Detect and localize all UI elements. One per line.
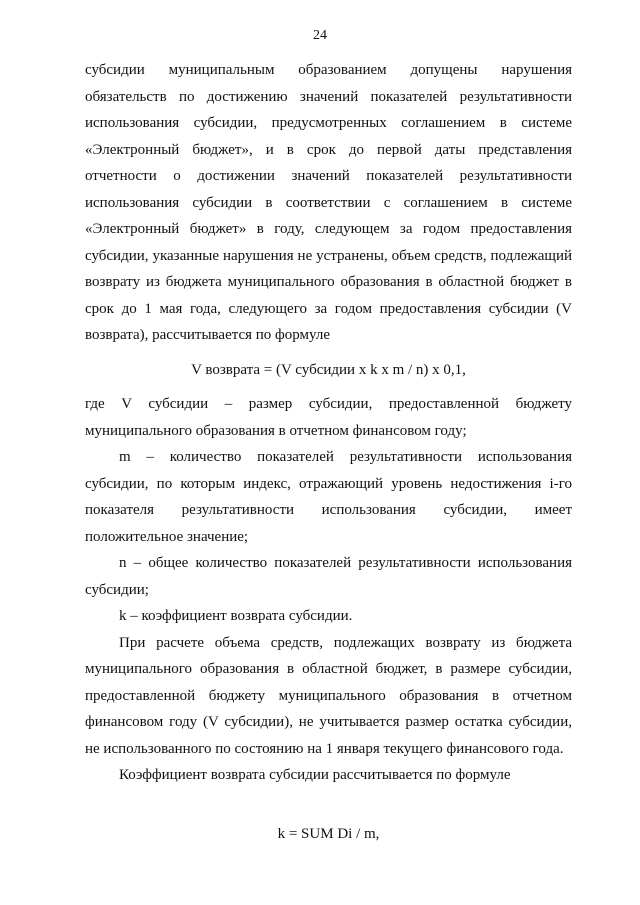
paragraph-k-definition: k – коэффициент возврата субсидии. bbox=[119, 608, 353, 624]
paragraph-n-definition: n – общее количество показателей результативности использования субсидии; bbox=[85, 555, 572, 598]
paragraph-calculation-note: При расчете объема средств, подлежащих возврату из бюджета муниципального образования в областной бюджет, в размере субсидии, предоставленной бюджету муниципального образования в отчетном финансовом году (V субсидии), не учитывается размер остатка субсидии, не использованного по состоянию на 1 января текущего финансового года. bbox=[85, 634, 572, 757]
paragraph-v-subsidy-definition: где V субсидии – размер субсидии, предоставленной бюджету муниципального образования в отчетном финансовом году; bbox=[85, 396, 572, 439]
formula-k: k = SUM Di / m, bbox=[277, 825, 380, 842]
paragraph-return-conditions: субсидии муниципальным образованием допущены нарушения обязательств по достижению значений показателей результативности использования субсидии, предусмотренных соглашением в системе «Электронный бюджет», и в срок до первой даты представления отчетности о достижении значений показателей результативности использования субсидии в соответствии с соглашением в системе «Электронный бюджет» в году, следующем за годом предоставления субсидии, указанные нарушения не устранены, объем средств, подлежащий возврату из бюджета муниципального образования в областной бюджет в срок до 1 мая года, следующего за годом предоставления субсидии (V возврата), рассчитывается по формуле bbox=[85, 62, 572, 343]
paragraph-m-definition: m – количество показателей результативности использования субсидии, по которым индекс, отражающий уровень недостижения i-го показателя результативности использования субсидии, имеет положительное значение; bbox=[85, 449, 572, 545]
page-number: 24 bbox=[313, 28, 327, 43]
paragraph-coefficient-intro: Коэффициент возврата субсидии рассчитывается по формуле bbox=[119, 767, 511, 783]
document-body bbox=[85, 57, 572, 847]
formula-v-return: V возврата = (V субсидии x k x m / n) x 0,1, bbox=[191, 361, 466, 378]
